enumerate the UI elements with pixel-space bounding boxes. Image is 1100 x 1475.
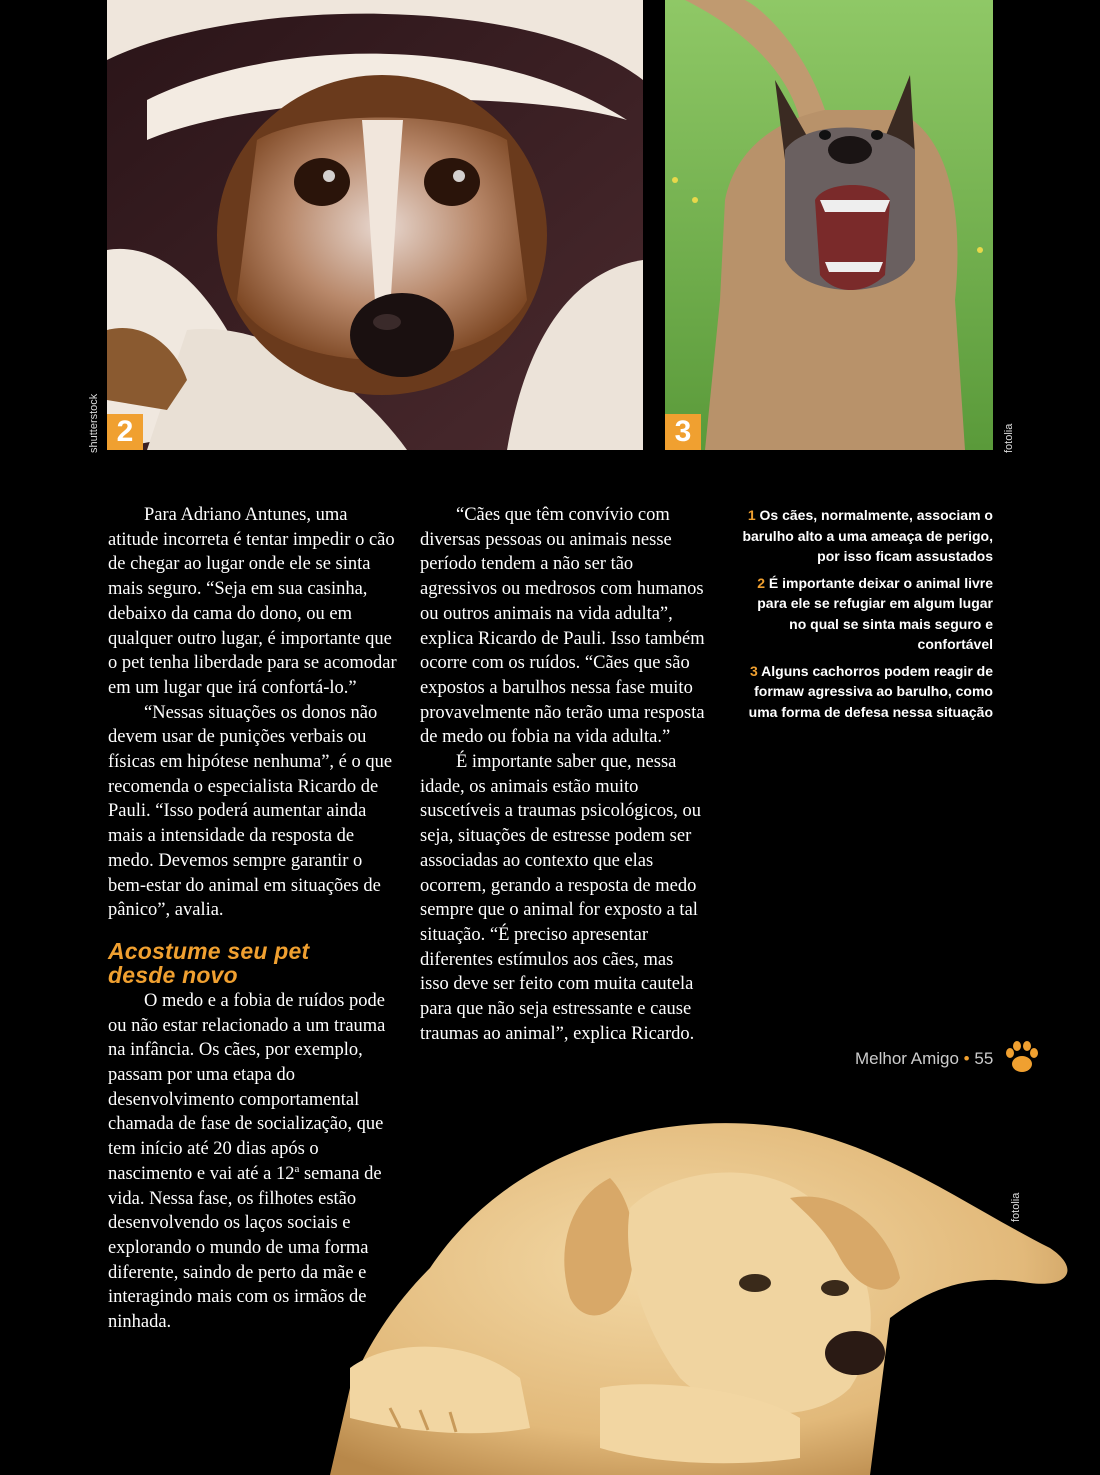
caption-number: 3: [749, 662, 758, 679]
caption-number: 1: [747, 507, 756, 523]
magazine-name: Melhor Amigo: [855, 1049, 959, 1068]
caption-text: Os cães, normalmente, associam o barulho alto a uma ameaça de perigo, por isso ficam assustados: [742, 507, 993, 564]
dog-under-blanket-icon: [107, 0, 643, 450]
caption-text: Alguns cachorros podem reagir de formaw agressiva ao barulho, como uma forma de defesa nessa situação: [748, 662, 993, 720]
paw-icon: [1003, 1038, 1041, 1076]
barking-dog-icon: [665, 0, 993, 450]
photo-credit-shutterstock: shutterstock: [88, 393, 100, 453]
caption-2: [740, 573, 993, 655]
article-column-1: [108, 503, 398, 1335]
article-paragraph: Para Adriano Antunes, uma atitude incorreta é tentar impedir o cão de chegar ao lugar onde ele se sinta mais seguro. “Seja em sua casinha, debaixo da cama do dono, ou em qualquer outro lugar, é importante que o pet tenha liberdade para se acomodar em um lugar que irá confortá-lo.”: [108, 505, 397, 698]
page-number: 55: [974, 1049, 994, 1068]
footer-separator: •: [963, 1049, 970, 1068]
photo-captions: [740, 505, 993, 728]
photo-barking-dog: [665, 0, 993, 450]
photo-number-badge-2: 2: [107, 414, 143, 450]
photo-lying-puppy: [330, 1088, 1100, 1475]
ordinal-superscript: a: [294, 1162, 300, 1175]
page-footer: [855, 1049, 993, 1069]
subheading-line-2: desde novo: [108, 961, 238, 988]
caption-3: [740, 661, 993, 723]
photo-dog-under-blanket: [107, 0, 643, 450]
caption-1: [740, 505, 993, 567]
article-column-2: [420, 503, 705, 1046]
subheading-line-1: Acostume seu pet: [108, 937, 310, 964]
article-paragraph: É importante saber que, nessa idade, os animais estão muito suscetíveis a traumas psicológicos, ou seja, situações de estresse podem ser associadas ao contexto que elas ocorrem, gerando a resposta de medo sempre que o animal for exposto a tal situação. “É preciso apresentar diferentes estímulos aos cães, mas isso deve ser feito com muita cautela para que não seja estressante e cause traumas ao animal”, explica Ricardo.: [420, 752, 702, 1044]
photo-number-badge-3: 3: [665, 414, 701, 450]
lying-puppy-icon: [330, 1088, 1100, 1475]
caption-number: 2: [757, 574, 766, 591]
caption-text: É importante deixar o animal livre para ele se refugiar em algum lugar no qual se sinta mais seguro e confortável: [757, 574, 993, 652]
paragraph-text: semana de vida. Nessa fase, os filhotes estão desenvolvendo os laços sociais e explorando o mundo de uma forma diferente, saindo de perto da mãe e interagindo mais com os irmãos de ninhada.: [108, 1163, 382, 1333]
section-subheading: [108, 939, 398, 987]
photo-credit-fotolia-top: fotolia: [1003, 423, 1015, 453]
article-paragraph: “Nessas situações os donos não devem usar de punições verbais ou físicas em hipótese nenhuma”, é o que recomenda o especialista Ricardo de Pauli. “Isso poderá aumentar ainda mais a intensidade da resposta de medo. Devemos sempre garantir o bem-estar do animal em situações de pânico”, avalia.: [108, 702, 393, 921]
photo-credit-fotolia-bottom: fotolia: [1010, 1192, 1022, 1222]
article-paragraph: “Cães que têm convívio com diversas pessoas ou animais nesse período tendem a não ser tão agressivos ou medrosos com humanos ou outros animais na vida adulta”, explica Ricardo de Pauli. Isso também ocorre com os ruídos. “Cães que são expostos a barulhos nessa fase muito provavelmente não terão uma resposta de medo ou fobia na vida adulta.”: [420, 505, 705, 748]
article-paragraph: [108, 989, 398, 1335]
paragraph-text: O medo e a fobia de ruídos pode ou não estar relacionado a um trauma na infância. Os cães, por exemplo, passam por uma etapa do desenvolvimento comportamental chamada de fase de socialização, que tem início até 20 dias após o nascimento e vai até a 12: [108, 990, 386, 1184]
